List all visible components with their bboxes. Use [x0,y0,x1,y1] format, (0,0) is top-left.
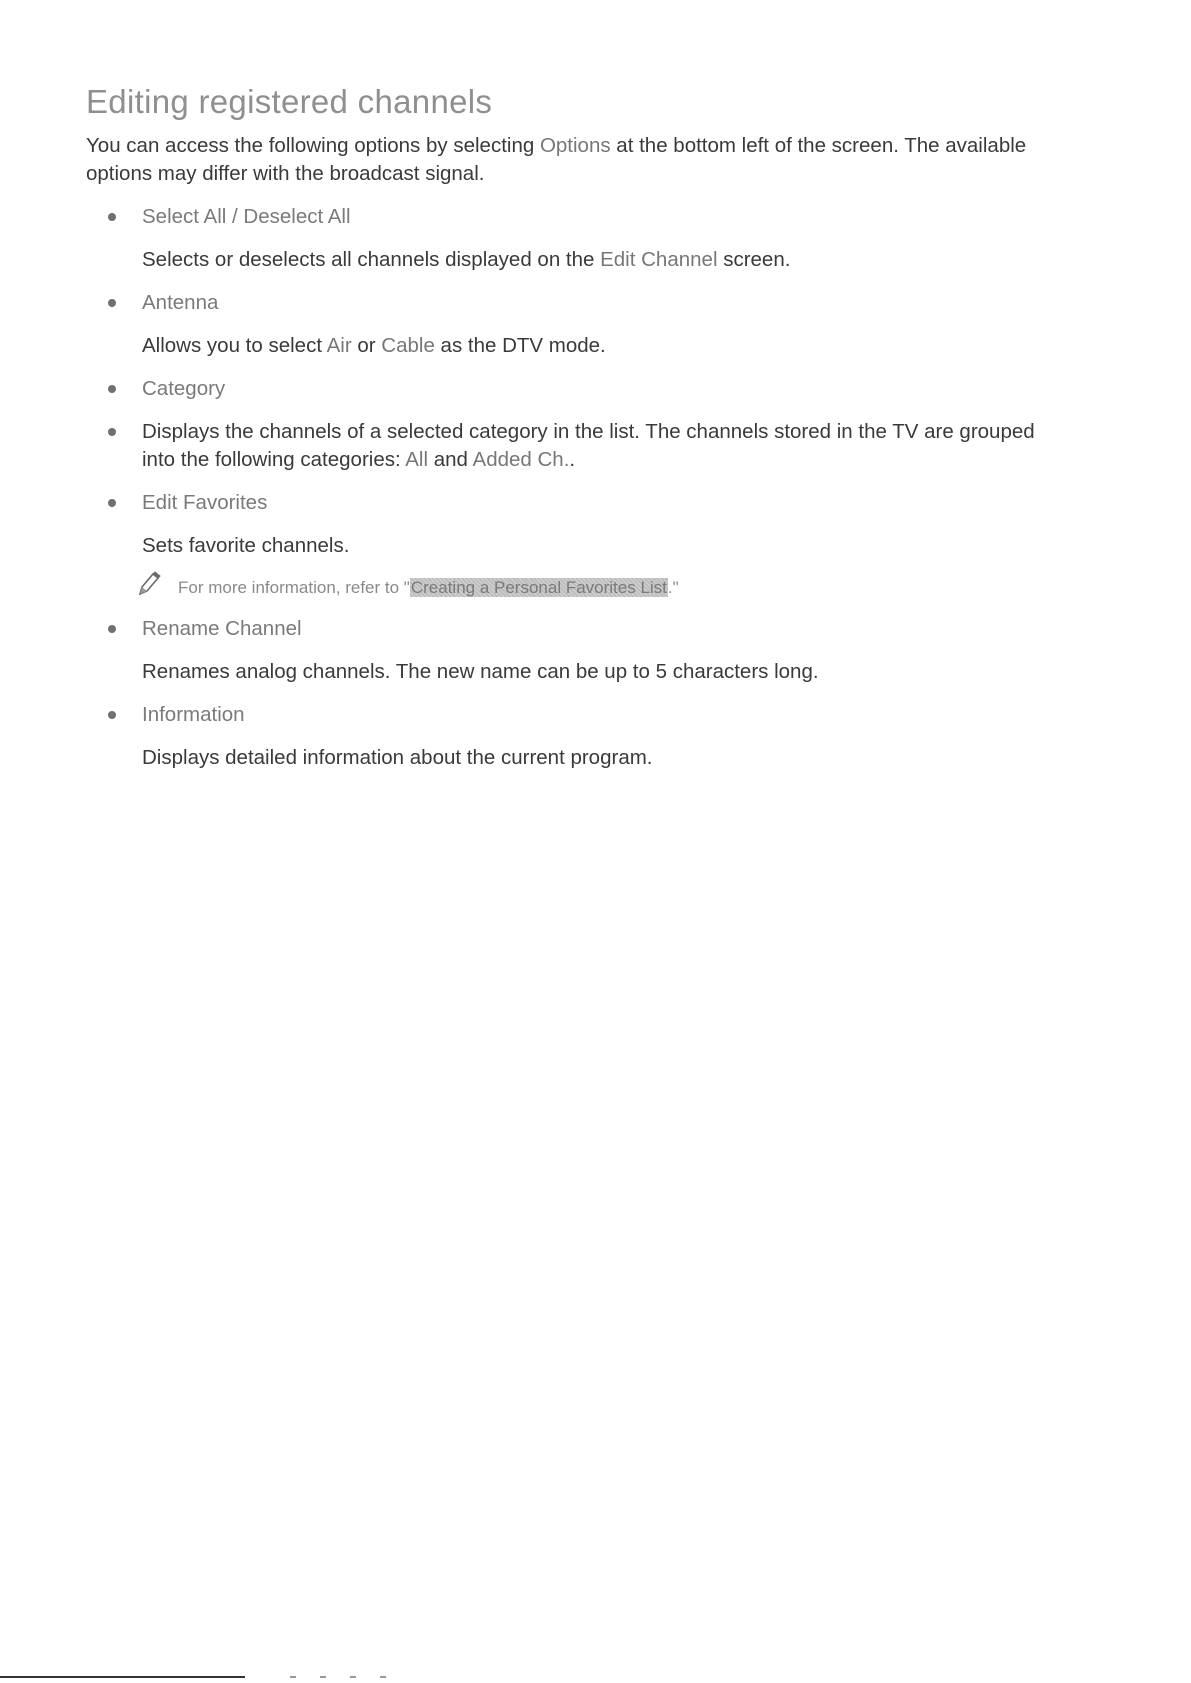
bullet-dot [108,385,116,393]
intro-text-2: at the bottom left of the screen. The available options may differ with the broadcast signal. [86,134,1027,185]
option-title: Edit Favorites [142,491,268,514]
bullet-dot [108,213,116,221]
body-highlight: Added Ch. [472,448,570,471]
desc-highlight: Edit Channel [600,248,718,271]
bullet-dot [108,499,116,507]
desc-text: as the DTV mode. [434,334,606,357]
option-item-select-all [86,203,1046,231]
body-text: and [428,448,473,471]
note [86,576,1046,600]
bullet-dot [108,428,116,436]
bullet-dot [108,711,116,719]
option-item-rename-channel [86,615,1046,643]
body-text: . [569,448,576,471]
option-title: Select All / Deselect All [142,205,351,228]
option-description: Renames analog channels. The new name can be up to 5 characters long. [142,660,819,683]
desc-text: Selects or deselects all channels displayed on the [142,248,601,271]
desc-text: screen. [717,248,791,271]
page [86,82,1046,772]
desc-text: Allows you to select [142,334,327,357]
option-description [86,246,1046,274]
option-item-category-body [86,418,1046,474]
body-highlight: All [405,448,429,471]
bullet-dot [108,299,116,307]
bullet-dot [108,625,116,633]
pencil-icon [136,570,162,598]
option-description [86,332,1046,360]
desc-highlight: Cable [381,334,435,357]
intro-paragraph [86,132,1046,188]
option-body [142,418,1046,474]
desc-text: or [351,334,382,357]
page-title: Editing registered channels [86,83,493,120]
option-item-category [86,375,1046,403]
option-item-antenna [86,289,1046,317]
note-text: For more information, refer to " [178,578,410,597]
option-title: Antenna [142,291,219,314]
footer-mark [290,1676,410,1678]
option-title: Information [142,703,245,726]
option-item-edit-favorites [86,489,1046,517]
note-link[interactable]: Creating a Personal Favorites List [410,578,667,597]
option-title: Category [142,377,226,400]
note-text-end: ." [667,578,679,597]
option-description: Sets favorite channels. [142,534,350,557]
intro-text-1: You can access the following options by selecting [86,134,540,157]
intro-options-highlight: Options [539,134,611,157]
option-title: Rename Channel [142,617,302,640]
option-item-information [86,701,1046,729]
desc-highlight: Air [326,334,352,357]
footer-rule [0,1676,245,1678]
body-text: Displays the channels of a selected category in the list. The channels stored in the TV are grouped into the following categories: [142,420,1035,471]
option-description: Displays detailed information about the current program. [142,746,653,769]
